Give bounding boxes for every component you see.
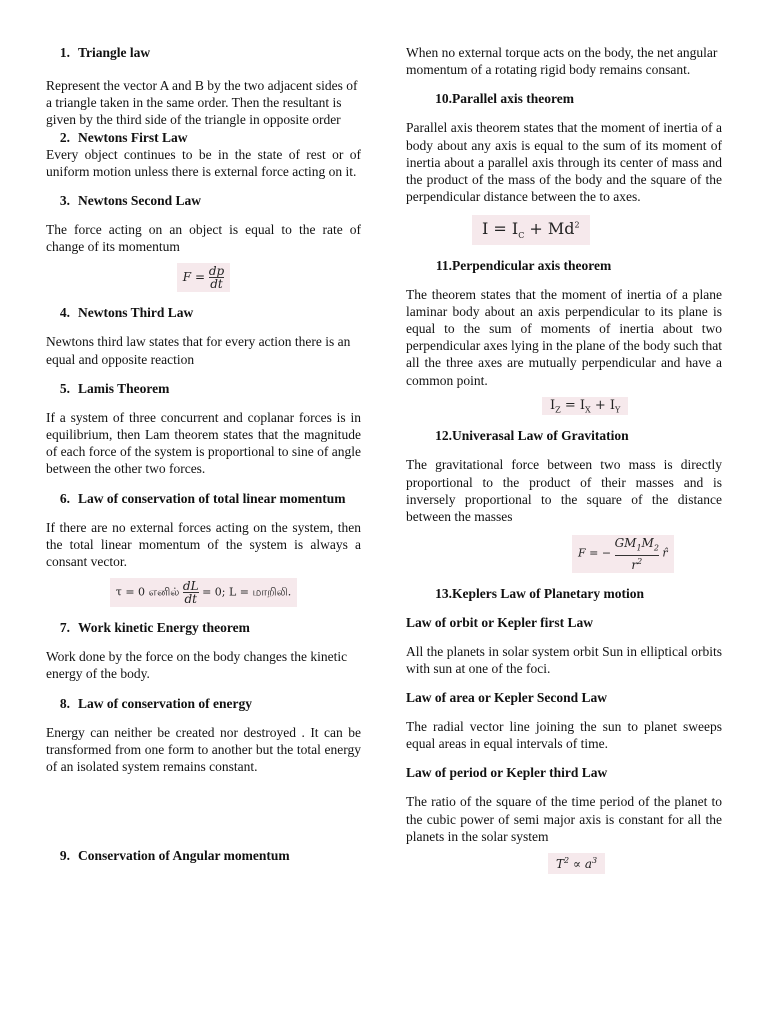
eq-sup: 3 <box>592 856 598 866</box>
paragraph-conservation-energy: Energy can neither be created nor destroyed . It can be transformed from one form to another but the total energy of an isolated system remains constant. <box>46 724 361 775</box>
eq-num: dp <box>208 264 225 279</box>
eq-part: + Md <box>524 219 575 239</box>
eq-part: I <box>550 397 556 413</box>
paragraph-newtons-second-law: The force acting on an object is equal to the rate of change of its momentum <box>46 222 361 255</box>
equation-perpendicular-axis <box>406 397 722 416</box>
heading-newtons-first-law: 2. Newtons First Law <box>59 129 188 145</box>
heading-newtons-second-law: 3. Newtons Second Law <box>59 193 202 209</box>
eq-sub: C <box>518 231 525 241</box>
eq-part: = I <box>560 397 585 413</box>
eq-part: + I <box>590 397 615 413</box>
paragraph-kepler-first-law: All the planets in solar system orbit Sun in elliptical orbits with sun at one of the foci. <box>406 643 722 676</box>
right-column <box>406 44 722 874</box>
paragraph-lamis-theorem: If a system of three concurrent and coplanar forces is in equilibrium, then Lam theorem states that the magnitude of each force of the system is proportional to sine of angle between the other two forces. <box>46 409 361 477</box>
heading-keplers-laws: 13. Keplers Law of Planetary motion <box>435 585 644 601</box>
eq-num: M <box>641 536 654 551</box>
paragraph-conservation-linear-momentum: If there are no external forces acting on the system, then the total linear momentum of the system is always a consant vector. <box>46 519 361 570</box>
paragraph-parallel-axis: Parallel axis theorem states that the moment of inertia of a body about any axis is equal to the sum of its moment of inertia about a parallel axis through its center of mass and the product of the mass of the body and the square of the perpendicular distance between the to axes. <box>406 120 722 205</box>
eq-sup: 2 <box>574 221 580 231</box>
paragraph-work-kinetic-energy: Work done by the force on the body changes the kinetic energy of the body. <box>46 649 348 682</box>
eq-sub: Z <box>555 405 561 415</box>
left-column <box>46 44 361 864</box>
eq-sup: 2 <box>637 556 643 566</box>
paragraph-triangle-law: Represent the vector A and B by the two adjacent sides of a triangle taken in the same order. Then the resultant is given by the third side of the triangle in opposite order <box>46 78 358 128</box>
paragraph-kepler-third-law: The ratio of the square of the time period of the planet to the cubic power of semi major axis is constant for all the planets in the solar system <box>406 794 722 844</box>
eq-sup: 2 <box>564 856 570 866</box>
eq-den: dt <box>210 277 223 292</box>
eq-lhs: F = − <box>578 546 612 560</box>
heading-kepler-first-law: Law of orbit or Kepler first Law <box>406 614 593 630</box>
heading-parallel-axis: 10. Parallel axis theorem <box>435 91 574 107</box>
equation-gravitation <box>406 535 722 572</box>
heading-lamis-theorem: 5. Lamis Theorem <box>59 380 170 396</box>
eq-num: dL <box>182 579 199 594</box>
eq-sub: 2 <box>653 543 659 553</box>
paragraph-newtons-first-law: Every object continues to be in the state of rest or of uniform motion unless there is external force acting on it. <box>46 146 361 179</box>
heading-conservation-energy: 8. Law of conservation of energy <box>59 695 252 711</box>
heading-conservation-linear-momentum: 6. Law of conservation of total linear momentum <box>59 490 346 506</box>
heading-triangle-law: 1. Triangle law <box>59 45 151 60</box>
eq-num: GM <box>614 536 637 551</box>
heading-work-kinetic-energy: 7. Work kinetic Energy theorem <box>59 620 250 636</box>
eq-sub: Y <box>615 405 621 415</box>
paragraph-perpendicular-axis: The theorem states that the moment of inertia of a plane laminar body about an axis perpendicular to its plane is equal to the sum of moments of inertia about two perpendicular axes lying in the plane of the body such that all the three axes are mutually perpendicular and have a common point. <box>406 286 722 388</box>
eq-lhs: F = <box>182 270 205 285</box>
eq-part: I = I <box>482 219 519 239</box>
paragraph-gravitation: The gravitational force between two mass is directly proportional to the product of their masses and is inversely proportional to the square of the distance between the masses <box>406 457 722 525</box>
eq-part-a: τ = 0 எனில் <box>115 585 180 599</box>
heading-kepler-second-law: Law of area or Kepler Second Law <box>406 690 607 706</box>
paragraph-angular-momentum: When no external torque acts on the body, the net angular momentum of a rotating rigid body remains consant. <box>406 45 718 78</box>
paragraph-newtons-third-law: Newtons third law states that for every action there is an equal and opposite reaction <box>46 334 351 367</box>
eq-part: T <box>556 857 565 872</box>
equation-newton-second <box>46 263 361 292</box>
paragraph-kepler-second-law: The radial vector line joining the sun to planet sweeps equal areas in equal intervals of time. <box>406 719 722 752</box>
equation-parallel-axis <box>406 215 722 244</box>
eq-part: ∝ a <box>569 857 593 872</box>
eq-part-b: = 0; L = மாறிலி. <box>202 585 292 599</box>
heading-perpendicular-axis: 11. Perpendicular axis theorem <box>435 257 612 273</box>
equation-kepler-third <box>406 853 722 874</box>
eq-sub: 1 <box>636 543 642 553</box>
eq-sub: X <box>585 405 591 415</box>
heading-newtons-third-law: 4. Newtons Third Law <box>59 305 194 321</box>
heading-conservation-angular-momentum: 9. Conservation of Angular momentum <box>59 848 290 864</box>
eq-den: r <box>631 557 638 572</box>
heading-kepler-third-law: Law of period or Kepler third Law <box>406 765 608 781</box>
equation-angular-momentum <box>46 578 361 607</box>
eq-den: dt <box>184 592 197 607</box>
eq-tail: r̂ <box>662 546 668 560</box>
heading-gravitation: 12. Univerasal Law of Gravitation <box>435 428 629 444</box>
